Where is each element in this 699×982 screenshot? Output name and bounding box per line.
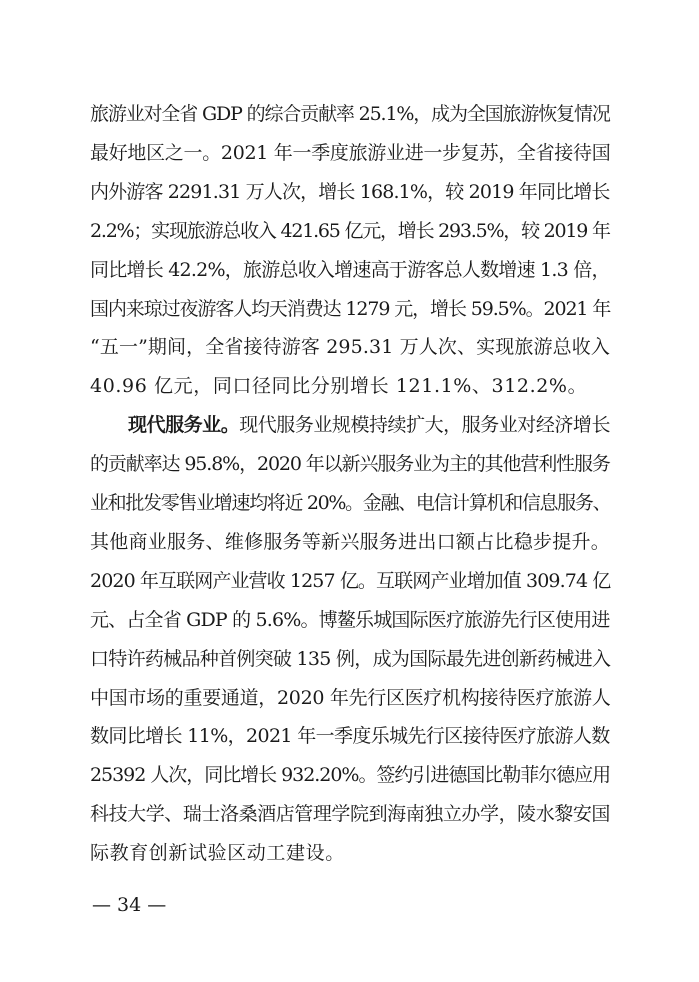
line-text: 旅游业对全省 GDP 的综合贡献率 25.1%，成为全国旅游恢复情况	[90, 103, 610, 125]
line-text: 2020 年互联网产业营收 1257 亿。互联网产业增加值 309.74 亿	[90, 569, 611, 592]
line-text: 口特许药械品种首例突破 135 例，成为国际最先进创新药械进入	[90, 647, 611, 670]
line-text: 2.2%；实现旅游总收入 421.65 亿元，增长 293.5%，较 2019 年	[90, 219, 610, 242]
section-lead-heading: 现代服务业。	[128, 414, 240, 437]
line-text: 业和批发零售业增速均将近 20%。金融、电信计算机和信息服务、	[90, 492, 611, 514]
paragraph1-line	[90, 173, 610, 211]
paragraph2-line	[90, 640, 610, 678]
paragraph1-line	[90, 251, 610, 289]
line-text: 国内来琼过夜游客人均天消费达 1279 元，增长 59.5%。2021 年	[90, 297, 611, 320]
line-text: 数同比增长 11%，2021 年一季度乐城先行区接待医疗旅游人数	[90, 725, 610, 748]
line-text: 际教育创新试验区动工建设。	[90, 842, 345, 865]
line-text: 内外游客 2291.31 万人次，增长 168.1%，较 2019 年同比增长	[90, 180, 610, 203]
paragraph2-line	[90, 756, 610, 794]
paragraph2-line	[90, 795, 610, 833]
paragraph2-first-line	[128, 406, 610, 444]
line-text: 中国市场的重要通道，2020 年先行区医疗机构接待医疗旅游人	[90, 686, 611, 709]
paragraph2-line	[90, 445, 610, 483]
line-text: 同比增长 42.2%，旅游总收入增速高于游客总人数增速 1.3 倍，	[90, 258, 610, 281]
paragraph1-line	[90, 367, 610, 405]
paragraph2-line	[90, 679, 610, 717]
line-text: “五一”期间，全省接待游客 295.31 万人次、实现旅游总收入	[90, 336, 610, 359]
paragraph1-line	[90, 95, 610, 133]
paragraph2-line	[90, 834, 610, 872]
paragraph2-line	[90, 562, 610, 600]
line-text: 科技大学、瑞士洛桑酒店管理学院到海南独立办学，陵水黎安国	[90, 803, 611, 826]
line-text: 其他商业服务、维修服务等新兴服务进出口额占比稳步提升。	[90, 530, 611, 553]
paragraph1-line	[90, 134, 610, 172]
line-text: 现代服务业规模持续扩大，服务业对经济增长	[239, 414, 611, 437]
page-number: — 34 —	[92, 894, 167, 916]
paragraph1-line	[90, 328, 610, 366]
paragraph2-line	[90, 523, 610, 561]
line-text: 25392 人次，同比增长 932.20%。签约引进德国比勒菲尔德应用	[90, 764, 611, 787]
paragraph2-line	[90, 717, 610, 755]
line-text: 元、占全省 GDP 的 5.6%。博鳌乐城国际医疗旅游先行区使用进	[90, 608, 610, 631]
paragraph1-line	[90, 290, 610, 328]
paragraph2-line	[90, 601, 610, 639]
paragraph1-line	[90, 212, 610, 250]
line-text: 最好地区之一。2021 年一季度旅游业进一步复苏，全省接待国	[90, 141, 611, 164]
line-text: 的贡献率达 95.8%，2020 年以新兴服务业为主的其他营利性服务	[90, 453, 610, 476]
paragraph2-line	[90, 484, 610, 522]
line-text: 40.96 亿元，同口径同比分别增长 121.1%、312.2%。	[90, 375, 588, 398]
